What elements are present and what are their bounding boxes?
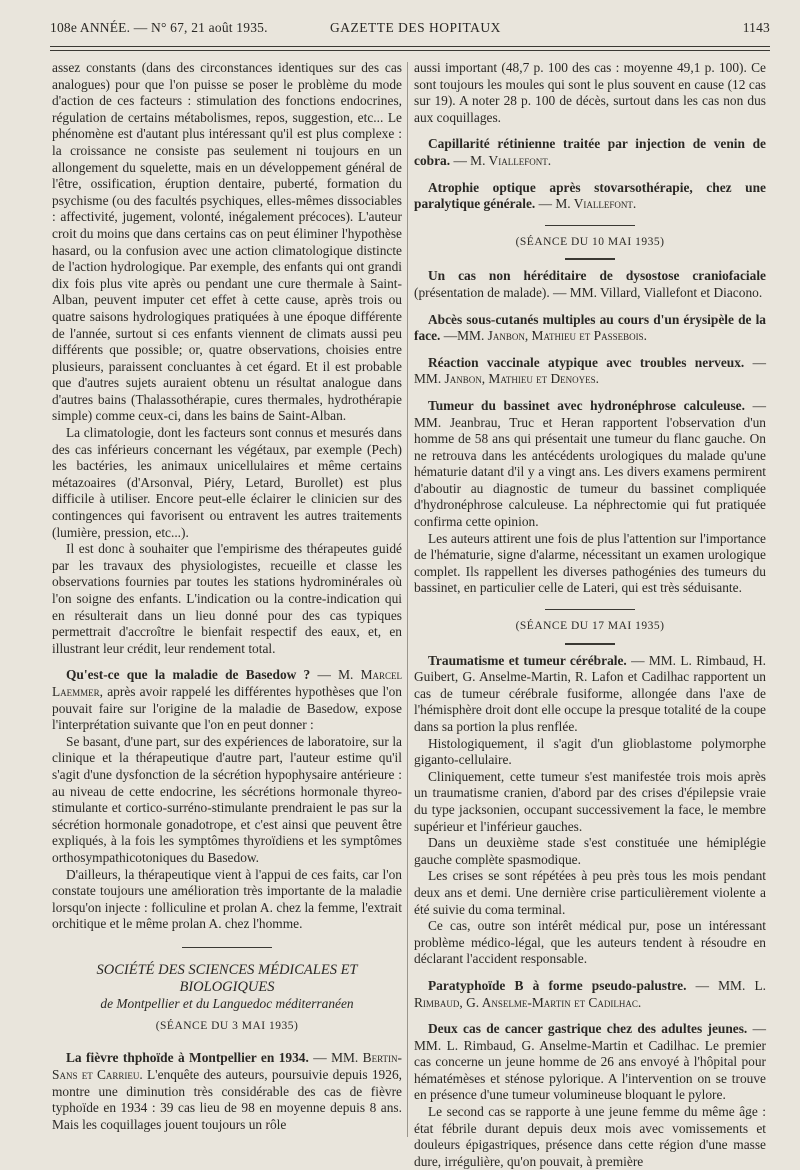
article-cancer <box>414 1021 766 1104</box>
article-reaction <box>414 355 766 388</box>
page-number: 1143 <box>742 20 770 35</box>
issue-info: 108e ANNÉE. — N° 67, 21 août 1935. <box>50 20 268 35</box>
seance-date: (SÉANCE DU 3 MAI 1935) <box>155 1019 299 1032</box>
article-author: — M. Marcel Laemmer, <box>52 667 402 699</box>
article-traumatisme <box>414 653 766 736</box>
seance-date: (SÉANCE DU 17 MAI 1935) <box>515 620 665 633</box>
header-rule-top <box>50 46 770 47</box>
seance-date: (SÉANCE DU 10 MAI 1935) <box>515 235 665 248</box>
paragraph: D'ailleurs, la thérapeutique vient à l'appui de ces faits, car l'on constate toujours une amélioration très importante de la maladie lorsqu'on injecte : folliculine et prolan A. chez la femme, l'extrait orchitique et le même prolan A. chez l'homme. <box>52 866 402 932</box>
section-separator <box>565 643 615 645</box>
right-column <box>414 60 766 1169</box>
section-separator <box>545 609 635 610</box>
paragraph: après avoir rappelé les différentes hypothèses que l'on pouvait faire sur l'origine de la maladie de Basedow, expose l'interprétation suivante que l'on en peut donner : <box>52 683 402 733</box>
article-author: — MM. Janbon, Mathieu et Denoyes. <box>414 354 766 387</box>
article-author: — MM. Bertin-Sans et Carrieu. <box>52 1050 402 1083</box>
page-header <box>50 20 770 42</box>
paragraph: — MM. L. Rimbaud, G. Anselme-Martin et Cadilhac. Le premier cas concerne un jeune homme de 26 ans envoyé à l'hôpital pour hématémèses et sténose pylorique. A l'intervention on se trouve en présence d'une tumeur volumineuse bloquant le pylore. <box>414 1021 766 1103</box>
society-subtitle: de Montpellier et du Languedoc méditerranéen <box>100 995 354 1011</box>
paragraph: La climatologie, dont les facteurs sont connus et mesurés dans des cas inférieurs concernant les végétaux, par exemple (Pech) les bactéries, les animaux unicellulaires et même certains métazoaires (d'Arsonval, Piéry, Letard, Burollet) est plus difficile à utiliser. Encore peut-elle éclairer le clinicien sur des contingences qui favorisent ou entravent les autres traitements (lumière, pression, etc...). <box>52 425 402 540</box>
article-abces <box>414 312 766 345</box>
article-title: Atrophie optique après stovarsothérapie, chez une paralytique générale. <box>414 179 766 212</box>
article-author: —MM. Janbon, Mathieu et Passebois. <box>443 328 647 344</box>
article-title: Capillarité rétinienne traitée par injection de venin de cobra. <box>414 136 766 168</box>
paragraph: Il est donc à souhaiter que l'empirisme des thérapeutes guidé par les travaux des physiologistes, recueille et classe les observations fournies par toutes les stations hydrominérales où l'on soigne des enfants. L'indication ou la contre-indication qui en résulterait dans un lieu donné pour des cas typiques permettrait d'accroître le bienfait respectif des eaux, et, en illustrant leur crédit, leur rendement total. <box>52 541 402 656</box>
section-separator <box>182 947 272 948</box>
paragraph: — MM. Jeanbrau, Truc et Heran rapportent l'observation d'un homme de 58 ans qui présentait une tumeur du flanc gauche. On ne retrouva dans les antécédents urologiques du malade qu'une hématurie datant d'il y a vingt ans. Les divers examens permirent d'aboutir au diagnostic de tumeur du bassinet compliquée d'hydronéphrose calculeuse. La néphrectomie qui fut pratiquée confirma cette opinion. <box>414 397 766 530</box>
article-author: — M. Viallefont. <box>538 196 637 212</box>
paragraph: aussi important (48,7 p. 100 des cas : moyenne 49,1 p. 100). Ce sont toujours les moules qui sont le plus souvent en cause (12 cas sur 19). A noter 28 p. 100 de décès, surtout dans les cas non dus aux coquillages. <box>414 60 766 125</box>
article-title: Tumeur du bassinet avec hydronéphrose calculeuse. <box>428 397 745 413</box>
paragraph: Dans un deuxième stade s'est constituée une hémiplégie gauche complète spasmodique. <box>414 835 766 867</box>
article-dysostose <box>414 268 766 301</box>
article-title: Deux cas de cancer gastrique chez des adultes jeunes. <box>428 1021 748 1037</box>
article-author: — MM. L. Rimbaud, G. Anselme-Martin et Cadilhac. <box>414 977 766 1010</box>
article-atrophie <box>414 180 766 213</box>
article-title: La fièvre thphoïde à Montpellier en 1934. <box>66 1050 309 1066</box>
paragraph: Se basant, d'une part, sur des expériences de laboratoire, sur la clinique et la thérapeutique d'autre part, l'auteur estime qu'il s'agit d'une dysfonction de la sécrétion hypophysaire antérieure : au niveau de cette endocrine, les sécrétions hormonale thyreo-stimulante et cortico-surréno-stimulante prendraient le pas sur la sécrétion hormonale gonadotrope, et c'est ainsi que peuvent être expliqués, à la fois les symptômes thyroïdiens et les symptômes orthosympathicotoniques du Basedow. <box>52 733 402 865</box>
article-author: (présentation de malade). — MM. Villard, Viallefont et Diacono. <box>414 284 763 300</box>
paragraph: Le second cas se rapporte à une jeune femme du même âge : état fébrile durant depuis deux mois avec vomissements et douleurs épigastriques, présence dans cette région d'une masse dure, irrégulière, qu'on pouvait, à première <box>414 1104 766 1169</box>
section-separator <box>565 258 615 260</box>
article-typhoide <box>52 1050 402 1133</box>
header-rule-bottom <box>50 50 770 51</box>
article-capillarite <box>414 136 766 169</box>
paragraph: Histologiquement, il s'agit d'un glioblastome polymorphe giganto-cellulaire. <box>414 735 766 768</box>
column-divider <box>407 62 408 1137</box>
article-basedow <box>52 667 402 733</box>
society-title: SOCIÉTÉ DES SCIENCES MÉDICALES ET BIOLOGIQUES <box>96 961 358 995</box>
paragraph: assez constants (dans des circonstances identiques sur des cas analogues) pour que l'on puisse se poser le problème du mode d'action de ces facteurs : stimulation des fonctions endocrines, régulation de certains métabolismes, repos, suggestion, etc... Le phénomène est d'autant plus intéressant qu'il est plus complexe : la croissance ne consiste pas seulement ni toujours en un allongement du squelette, mais en un développement général de l'être, ossification, éruption dentaire, puberté, formation du psychisme (ou des facultés psychiques, elles-mêmes dissociables : affectivité, jugement, volonté, inégalement précoces). L'auteur croit du moins que dans certains cas on peut éliminer l'hypothèse hasard, ou la confusion avec une action climatologique distincte de l'action hydrologique. Par exemple, des enfants qui ont grandi dix fois plus vite après ou pendant une cure thermale à Saint-Alban, peuvent imputer cet effet à cette cause, après trois ou quatre saisons hydrologiques pratiquées à une époque différente de l'année, surtout si ces enfants viennent de climats aussi peu différents que possible; or, quatre observations, choisies entre plusieurs, paraissent concluantes à cet égard. Et il est probable que d'autres sujets auraient obtenu un résultat analogue dans d'autres bains (Thalassothérapie, cures thermales, hydrothérapie simple) comme ceux-ci, dans les bains de Saint-Alban. <box>52 60 402 424</box>
paragraph: Ce cas, outre son intérêt médical pur, pose un intéressant problème médico-légal, que les auteurs tendent à résoudre en déclarant l'accident responsable. <box>414 918 766 967</box>
journal-title: GAZETTE DES HOPITAUX <box>330 20 501 35</box>
paragraph: Les auteurs attirent une fois de plus l'attention sur l'importance de l'hématurie, signe d'alarme, nécessitant un examen urologique complet. Ils rappellent les diverses pathogénies des tumeurs du bassinet, en particulier celle de Lateri, qui est très séduisante. <box>414 530 766 596</box>
article-paratyphoide <box>414 978 766 1011</box>
article-tumeur <box>414 398 766 531</box>
article-title: Qu'est-ce que la maladie de Basedow ? <box>66 667 311 683</box>
article-title: Paratyphoïde B à forme pseudo-palustre. <box>428 977 687 993</box>
paragraph: Les crises se sont répétées à peu près tous les mois pendant deux ans et demi. Une dernière crise particulièrement violente a été suivie du coma terminal. <box>414 868 766 917</box>
article-title: Traumatisme et tumeur cérébrale. <box>428 652 627 668</box>
article-title: Abcès sous-cutanés multiples au cours d'un érysipèle de la face. <box>414 311 766 344</box>
article-title: Réaction vaccinale atypique avec troubles nerveux. <box>428 354 745 370</box>
article-author: — M. Viallefont. <box>453 152 552 168</box>
article-title: Un cas non héréditaire de dysostose craniofaciale <box>428 268 766 284</box>
left-column <box>52 60 402 1140</box>
paragraph: Cliniquement, cette tumeur s'est manifestée trois mois après un traumatisme cranien, d'abord par des crises d'épilepsie vraie du type jacksonien, occupant successivement la face, le membre supérieur et l'inférieur gauches. <box>414 768 766 834</box>
paragraph: L'enquête des auteurs, poursuivie depuis 1926, montre une diminution très considérable des cas de fièvre typhoïde en 1934 : 39 cas lieu de 98 en moyenne depuis 8 ans. Mais les coquillages jouent toujours un rôle <box>52 1067 402 1132</box>
paragraph: — MM. L. Rimbaud, H. Guibert, G. Anselme-Martin, R. Lafon et Cadilhac rapportent un cas de tumeur cérébrale fusiforme, allongée dans l'axe de l'hémisphère droit dont elle occupe la presque totalité de la coupe dans sa portion la plus renflée. <box>414 652 766 734</box>
section-separator <box>545 225 635 226</box>
